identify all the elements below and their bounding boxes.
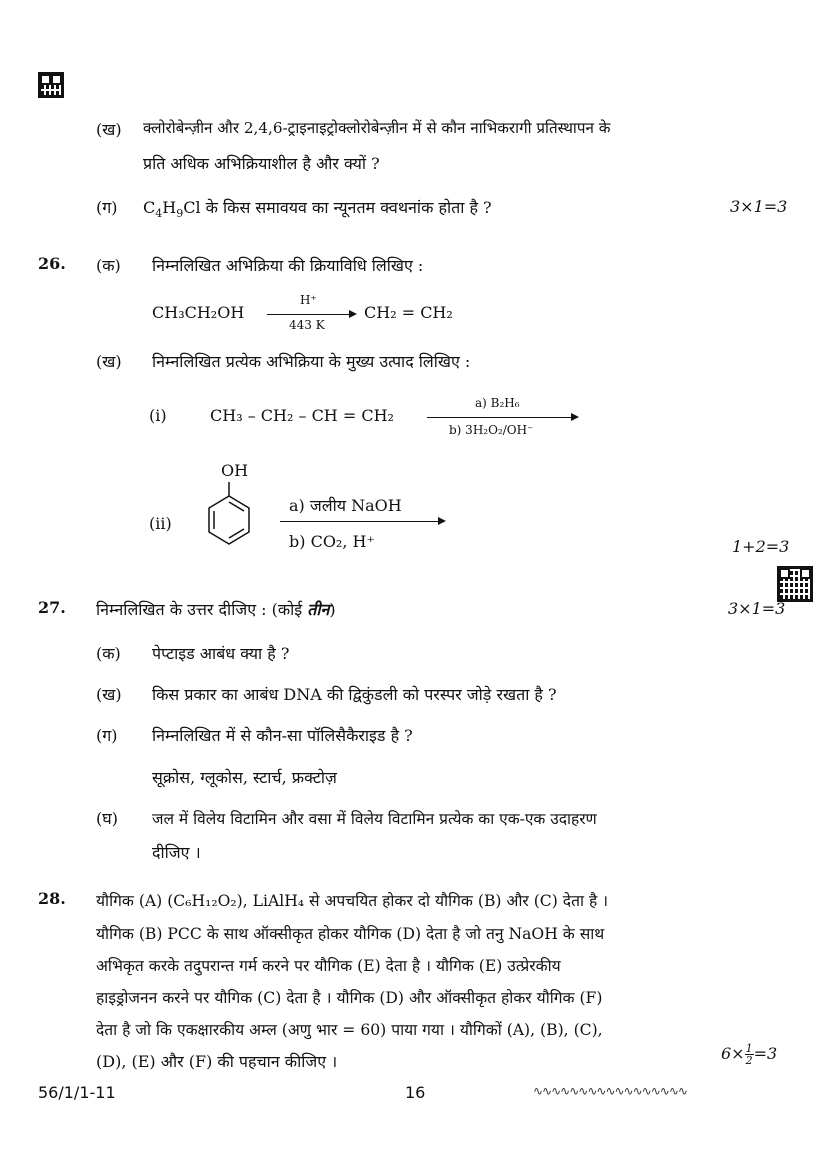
q25-kha-line1: क्लोरोबेन्ज़ीन और 2,4,6-ट्राइनाइट्रोक्लोरोबेन्ज़ीन में से कौन नाभिकरागी प्रतिस्थापन के [143,119,611,137]
q27-kha-label: (ख) [96,685,122,704]
q25-kha-line2: प्रति अधिक अभिक्रियाशील है और क्यों ? [143,154,380,173]
q28-line5: देता है जो कि एकक्षारकीय अम्ल (अणु भार = 60) पाया गया । यौगिकों (A), (B), (C), [96,1021,603,1039]
q26-reaction-reactant: CH₃CH₂OH [152,303,245,322]
q26-i-condition-below: b) 3H₂O₂/OH⁻ [449,423,534,437]
q28-number: 28. [38,889,66,908]
q27-kha-text: किस प्रकार का आबंध DNA की द्विकुंडली को परस्पर जोड़े रखता है ? [152,685,557,704]
q26-i-arrow [427,417,577,418]
q26-reaction-condition-below: 443 K [289,318,325,332]
q28-line4: हाइड्रोजनन करने पर यौगिक (C) देता है । यौगिक (D) और ऑक्सीकृत होकर यौगिक (F) [96,989,603,1007]
q27-gha-label: (घ) [96,809,118,828]
q26-i-reactant: CH₃ – CH₂ – CH = CH₂ [210,406,394,425]
q26-i-label: (i) [149,406,167,425]
q27-gha-line2: दीजिए । [152,843,201,862]
q26-kha-label: (ख) [96,352,122,371]
q26-reaction-arrow [267,314,355,315]
q27-number: 27. [38,598,66,617]
q25-kha-label: (ख) [96,120,122,139]
q28-line2: यौगिक (B) PCC के साथ ऑक्सीकृत होकर यौगिक (D) देता है जो तनु NaOH के साथ [96,925,605,943]
q25-marks: 3×1=3 [730,197,788,216]
qr-code-top-left [38,72,64,98]
q26-ii-condition-above: a) जलीय NaOH [289,496,402,515]
benzene-ring-icon [203,480,255,548]
q28-line6: (D), (E) और (F) की पहचान कीजिए । [96,1052,338,1071]
q27-ga-options: सूक्रोस, ग्लूकोस, स्टार्च, फ्रक्टोज़ [152,768,337,787]
q27-ga-text: निम्नलिखित में से कौन-सा पॉलिसैकैराइड है ? [152,726,413,745]
q26-ii-condition-below: b) CO₂, H⁺ [289,532,375,551]
q26-number: 26. [38,254,66,273]
q26-ii-label: (ii) [149,514,172,533]
q26-ii-oh-label: OH [221,461,249,480]
q26-reaction-condition-above: H⁺ [300,293,317,307]
q25-ga-text: $C_4H_9Cl$ के किस समावयव का न्यूनतम क्वथनांक होता है ? [143,198,492,221]
q27-ka-text: पेप्टाइड आबंध क्या है ? [152,644,290,663]
qr-code-right [777,566,813,602]
q28-line3: अभिकृत करके तदुपरान्त गर्म करने पर यौगिक (E) देता है । यौगिक (E) उत्प्रेरकीय [96,957,561,975]
q27-marks: 3×1=3 [728,599,786,618]
page-number: 16 [405,1083,426,1102]
footer-squiggle: ∿∿∿∿∿∿∿∿∿∿∿∿∿∿∿∿∿ [533,1084,687,1098]
q27-ga-label: (ग) [96,726,118,745]
q27-gha-line1: जल में विलेय विटामिन और वसा में विलेय विटामिन प्रत्येक का एक-एक उदाहरण [152,810,597,828]
q26-reaction-product: CH₂ = CH₂ [364,303,453,322]
q26-marks: 1+2=3 [732,537,790,556]
q27-intro: निम्नलिखित के उत्तर दीजिए : (कोई तीन) [96,600,336,619]
q28-marks: 6× $\frac{1}{2}$ =3 [721,1042,778,1067]
q28-line1: यौगिक (A) (C₆H₁₂O₂), LiAlH₄ से अपचयित होकर दो यौगिक (B) और (C) देता है । [96,892,609,910]
footer-code: 56/1/1-11 [38,1083,116,1102]
q26-ii-arrow [280,521,444,522]
q26-kha-text: निम्नलिखित प्रत्येक अभिक्रिया के मुख्य उत्पाद लिखिए : [152,352,471,371]
q26-i-condition-above: a) B₂H₆ [475,396,520,410]
q26-ka-text: निम्नलिखित अभिक्रिया की क्रियाविधि लिखिए : [152,256,424,275]
q25-ga-label: (ग) [96,198,118,217]
q26-ka-label: (क) [96,256,121,275]
q27-ka-label: (क) [96,644,121,663]
